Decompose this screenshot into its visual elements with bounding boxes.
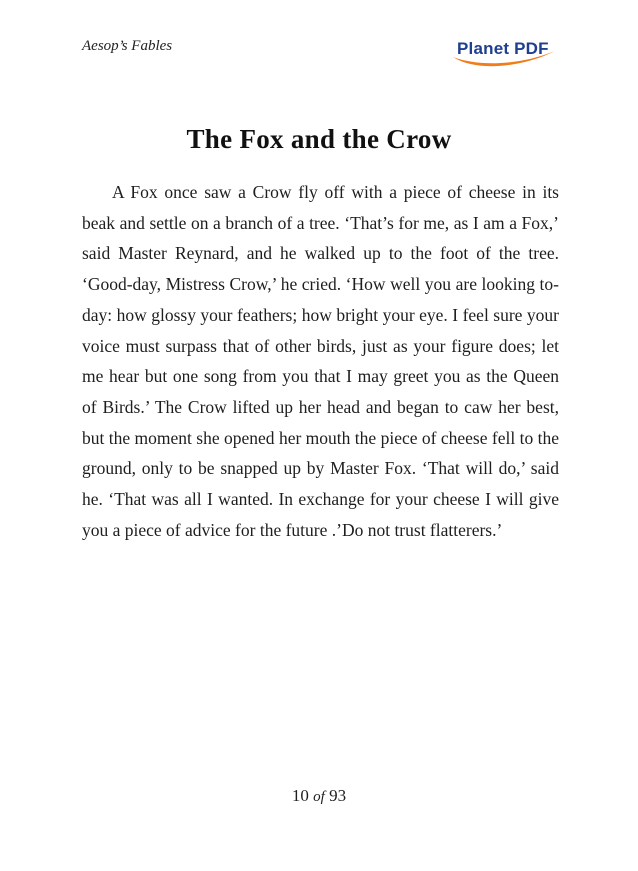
fable-title: The Fox and the Crow xyxy=(186,124,452,154)
logo-text: Planet PDF xyxy=(457,39,549,58)
total-pages: 93 xyxy=(329,786,347,805)
planet-pdf-logo xyxy=(449,35,559,75)
book-title-header: Aesop’s Fables xyxy=(82,38,173,54)
page-of-label: of xyxy=(313,789,325,805)
current-page: 10 xyxy=(291,786,309,805)
fable-body: A Fox once saw a Crow fly off with a piece of cheese in its beak and settle on a branch of a tree. ‘That’s for me, as I am a Fox,’ said Master Reynard, and he walked up to the foot of the tree. ‘Good-day, Mistress Crow,’ he cried. ‘How well you are looking to-day: how glossy your feathers; how bright your eye. I feel sure your voice must surpass that of other birds, just as your figure does; let me hear but one song from you that I may greet you as the Queen of Birds.’ The Crow lifted up her head and began to caw her best, but the moment she opened her mouth the piece of cheese fell to the ground, only to be snapped up by Master Fox. ‘That will do,’ said he. ‘That was all I wanted. In exchange for your cheese I will give you a piece of advice for the future .’Do not trust flatterers.’ xyxy=(82,182,559,540)
page-number xyxy=(0,786,638,806)
